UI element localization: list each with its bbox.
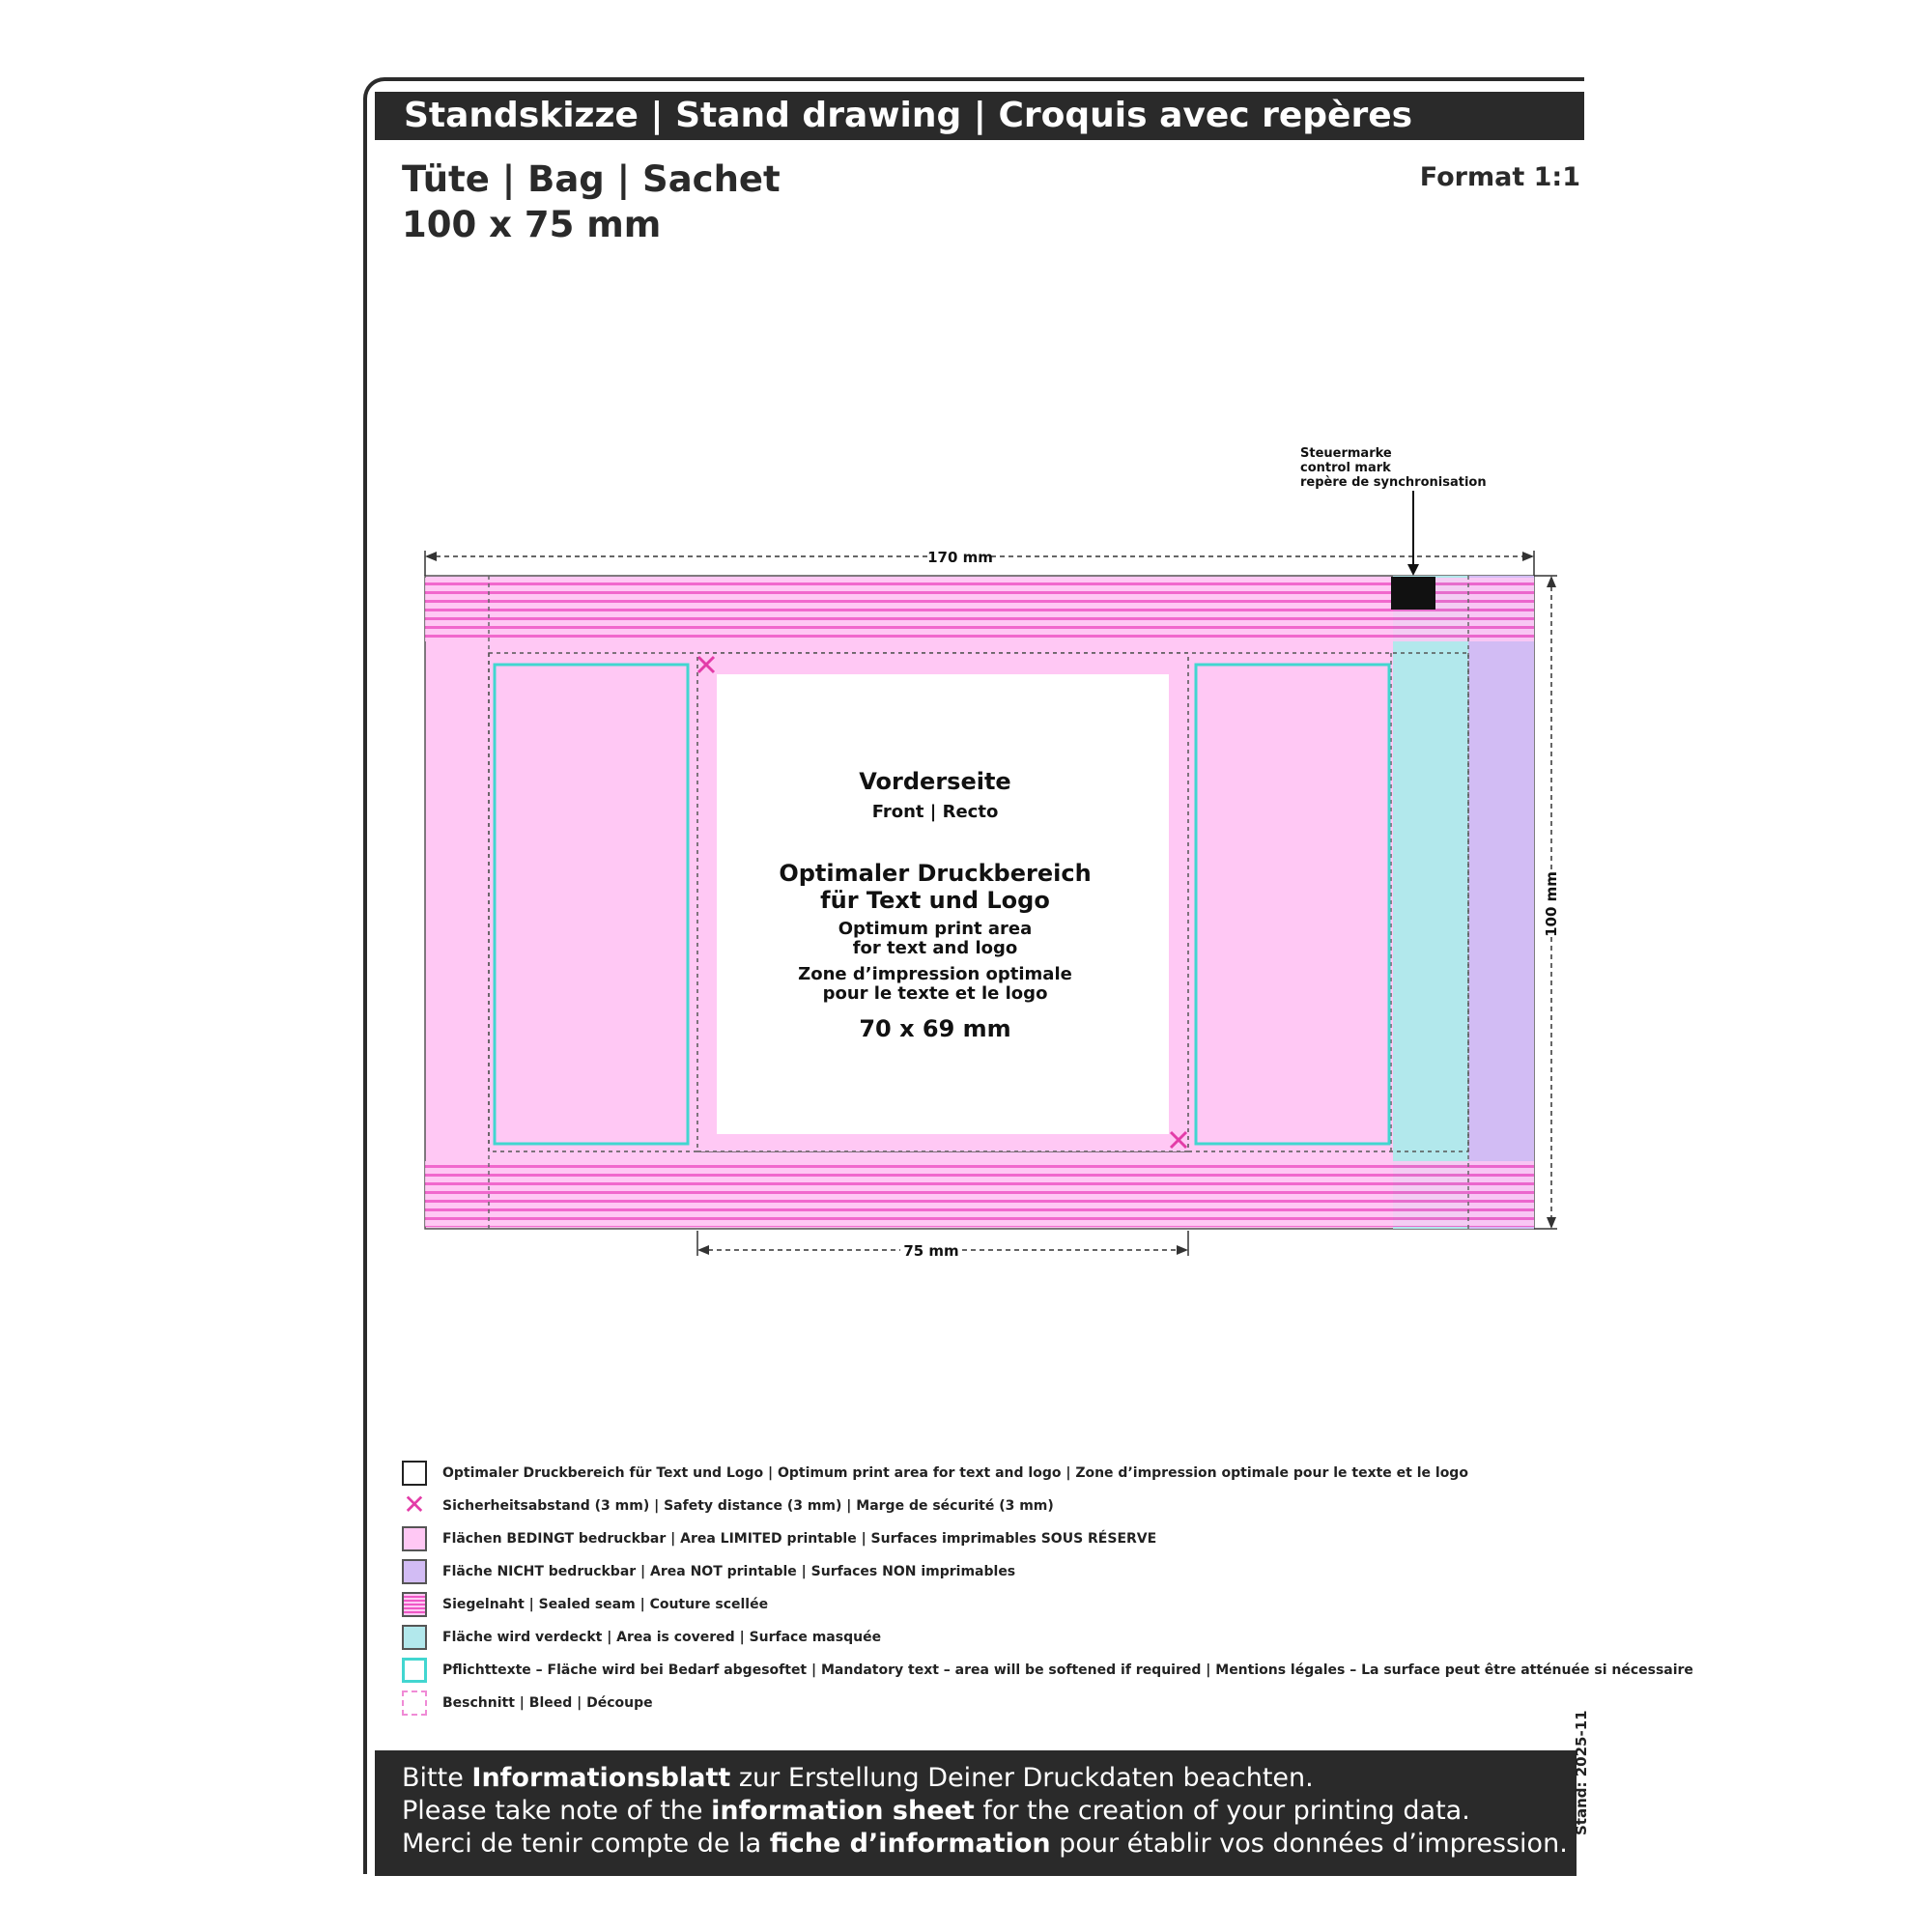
- height-dimension-label: 100 mm: [1543, 871, 1560, 937]
- legend-label: Pflichttexte – Fläche wird bei Bedarf abgesoftet | Mandatory text – area will be softened if required | Mentions légales – La surface peut être atténuée si nécessaire: [442, 1662, 1693, 1678]
- footer-info-bar: [375, 1750, 1577, 1876]
- info-sheet-link-fr: fiche d’information: [769, 1829, 1051, 1859]
- legend-label: Sicherheitsabstand (3 mm) | Safety distance (3 mm) | Marge de sécurité (3 mm): [442, 1498, 1054, 1514]
- product-size: 100 x 75 mm: [402, 204, 662, 245]
- info-sheet-link-en: information sheet: [711, 1796, 975, 1826]
- control-mark-label-en: control mark: [1300, 461, 1391, 475]
- front-subtitle: Front | Recto: [871, 802, 999, 822]
- width-dimension-label: 170 mm: [927, 549, 993, 566]
- mandatory-text-area-right: [1196, 665, 1389, 1144]
- legend-label: Fläche NICHT bedruckbar | Area NOT printable | Surfaces NON imprimables: [442, 1564, 1016, 1579]
- control-mark: [1391, 577, 1435, 610]
- optimum-area-swatch-icon: [402, 1461, 427, 1486]
- not-printable-swatch-icon: [402, 1559, 427, 1584]
- control-mark-label-fr: repère de synchronisation: [1300, 475, 1487, 490]
- legend: [402, 1457, 1693, 1719]
- legend-label: Beschnitt | Bleed | Découpe: [442, 1695, 653, 1711]
- legend-item: [402, 1687, 1561, 1719]
- sealed-seam-bottom: [425, 1161, 1534, 1227]
- print-area-size: 70 x 69 mm: [859, 1015, 1011, 1042]
- bleed-swatch-icon: [402, 1690, 427, 1716]
- legend-item: [402, 1621, 1561, 1654]
- legend-item: [402, 1588, 1561, 1621]
- front-title: Vorderseite: [859, 768, 1011, 795]
- sealed-seam-top: [425, 578, 1534, 641]
- legend-item: [402, 1522, 1561, 1555]
- stand-date: Stand: 2025-11: [1573, 1710, 1590, 1835]
- print-area-fr-1: Zone d’impression optimale: [798, 964, 1072, 984]
- legend-item: [402, 1457, 1561, 1490]
- product-title: Tüte | Bag | Sachet: [402, 158, 781, 200]
- format-label: Format 1:1: [1419, 162, 1580, 192]
- sealed-seam-swatch-icon: [402, 1592, 427, 1617]
- footer-line-fr: Merci de tenir compte de la fiche d’information pour établir vos données d’impression.: [402, 1829, 1568, 1859]
- inner-width-dimension-label: 75 mm: [903, 1242, 959, 1260]
- print-area-en-1: Optimum print area: [838, 919, 1033, 939]
- control-mark-label-de: Steuermarke: [1300, 446, 1392, 461]
- not-printable-area: [1468, 576, 1534, 1229]
- print-area-fr-2: pour le texte et le logo: [822, 983, 1048, 1004]
- limited-printable-swatch-icon: [402, 1526, 427, 1551]
- safety-x-icon: ✕: [403, 1489, 426, 1520]
- info-sheet-link-de: Informationsblatt: [471, 1763, 731, 1793]
- footer-line-en: Please take note of the information sheet for the creation of your printing data.: [402, 1796, 1470, 1826]
- print-area-en-2: for text and logo: [852, 938, 1018, 958]
- covered-area: [1393, 576, 1468, 1229]
- footer-line-de: Bitte Informationsblatt zur Erstellung Deiner Druckdaten beachten.: [402, 1763, 1314, 1793]
- legend-label: Siegelnaht | Sealed seam | Couture scellée: [442, 1597, 769, 1612]
- legend-label: Optimaler Druckbereich für Text und Logo | Optimum print area for text and logo | Zone d’impression optimale pour le texte et le logo: [442, 1465, 1468, 1481]
- header-bar: Standskizze | Stand drawing | Croquis avec repères: [375, 92, 1584, 140]
- legend-item: [402, 1555, 1561, 1588]
- covered-area-swatch-icon: [402, 1625, 427, 1650]
- print-area-de-1: Optimaler Druckbereich: [779, 860, 1092, 887]
- legend-item: [402, 1490, 1561, 1522]
- legend-item: [402, 1654, 1693, 1687]
- mandatory-text-area-left: [495, 665, 688, 1144]
- mandatory-text-swatch-icon: [402, 1658, 427, 1683]
- legend-label: Fläche wird verdeckt | Area is covered | Surface masquée: [442, 1630, 882, 1645]
- print-area-de-2: für Text und Logo: [820, 887, 1050, 914]
- legend-label: Flächen BEDINGT bedruckbar | Area LIMITED printable | Surfaces imprimables SOUS RÉSERVE: [442, 1531, 1157, 1547]
